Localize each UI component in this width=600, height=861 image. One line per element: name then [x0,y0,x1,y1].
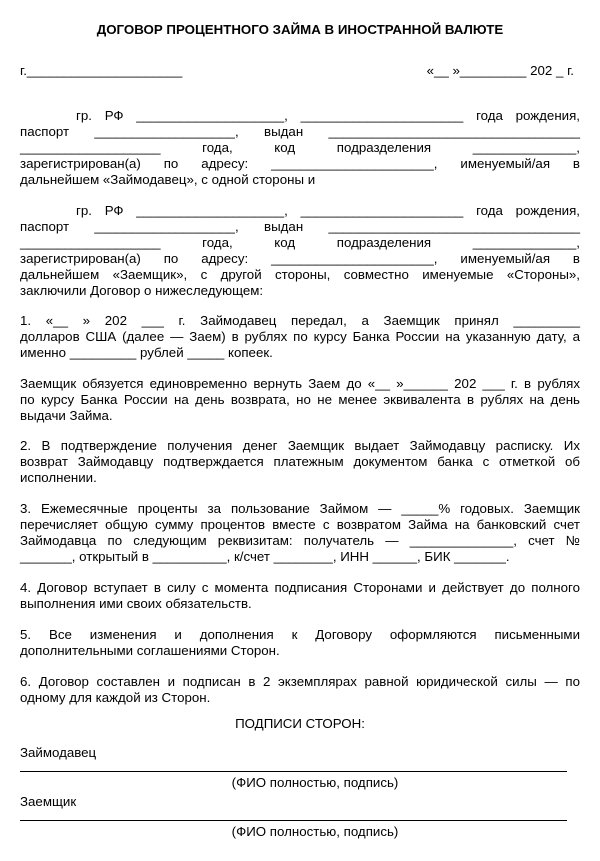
clause5-line: дополнительными соглашениями Сторон. [20,643,280,658]
clause4-line: выполнения ими своих обязательств. [20,596,252,611]
clause1-line: именно _________ рублей _____ копеек. [20,345,273,360]
party1-line: гр. РФ ____________________, ______________________ года рождения, [76,108,580,123]
clause3-line: Займодавца по следующим реквизитам: получатель — ______________, счет № [20,533,580,548]
clause1-line: 1. «__ » 202 ___ г. Займодавец передал, а Заемщик принял _________ [20,313,580,328]
clause2-line: возврат Займодавцу подтверждается платежным документом банка с отметкой об [20,454,580,469]
city-field: г._____________________ [20,63,183,78]
lender-signature-line [20,771,567,772]
borrower-label: Заемщик [20,794,77,809]
clause1-line: долларов США (далее — Заем) в рублях по курсу Банка России на указанную дату, а [20,329,580,344]
clause3-line: 3. Ежемесячные проценты за пользование Займом — _____% годовых. Заемщик [20,501,580,516]
clause3-line: перечисляет общую сумму процентов вместе с возвратом Займа на банковский счет [20,517,580,532]
document-title: ДОГОВОР ПРОЦЕНТНОГО ЗАЙМА В ИНОСТРАННОЙ ВАЛЮТЕ [96,22,504,37]
party1-line: зарегистрирован(а) по адресу: ______________________, именуемый/ая в [20,156,580,171]
party1-line: дальнейшем «Займодавец», с одной стороны и [20,172,316,187]
party1-line: паспорт ___________________, выдан __________________________________ [20,124,580,139]
clause1b-line: по курсу Банка России на день возврата, но не менее эквивалента в рублях на день [20,392,580,407]
clause6-line: 6. Договор составлен и подписан в 2 экземплярах равной юридической силы — по [20,674,580,689]
clause2-line: 2. В подтверждение получения денег Заемщик выдает Займодавцу расписку. Их [20,438,580,453]
borrower-caption: (ФИО полностью, подпись) [231,824,399,839]
clause5-line: 5. Все изменения и дополнения к Договору оформляются письменными [20,627,580,642]
signatures-heading: ПОДПИСИ СТОРОН: [235,716,365,731]
clause2-line: исполнении. [20,470,97,485]
borrower-signature-line [20,820,567,821]
party2-line: паспорт ___________________, выдан __________________________________ [20,219,580,234]
party2-line: зарегистрирован(а) по адресу: ______________________, именуемый/ая в [20,251,580,266]
clause4-line: 4. Договор вступает в силу с момента подписания Сторонами и действует до полного [20,580,580,595]
party1-line: ___________________ года, код подразделения ______________, [20,140,580,155]
lender-caption: (ФИО полностью, подпись) [231,775,399,790]
party2-line: заключили Договор о нижеследующем: [20,283,264,298]
party2-line: гр. РФ ____________________, ______________________ года рождения, [76,203,580,218]
date-field: «__ »_________ 202 _ г. [426,63,574,78]
party2-line: ___________________ года, код подразделения ______________, [20,235,580,250]
clause1b-line: выдачи Займа. [20,408,113,423]
lender-label: Займодавец [20,745,97,760]
clause3-line: _______, открытый в __________, к/счет ________, ИНН ______, БИК _______. [20,549,510,564]
clause1b-line: Заемщик обязуется единовременно вернуть Заем до «__ »______ 202 ___ г. в рублях [20,376,580,391]
clause6-line: одному для каждой из Сторон. [20,690,211,705]
party2-line: дальнейшем «Заемщик», с другой стороны, совместно именуемые «Стороны», [20,267,580,282]
